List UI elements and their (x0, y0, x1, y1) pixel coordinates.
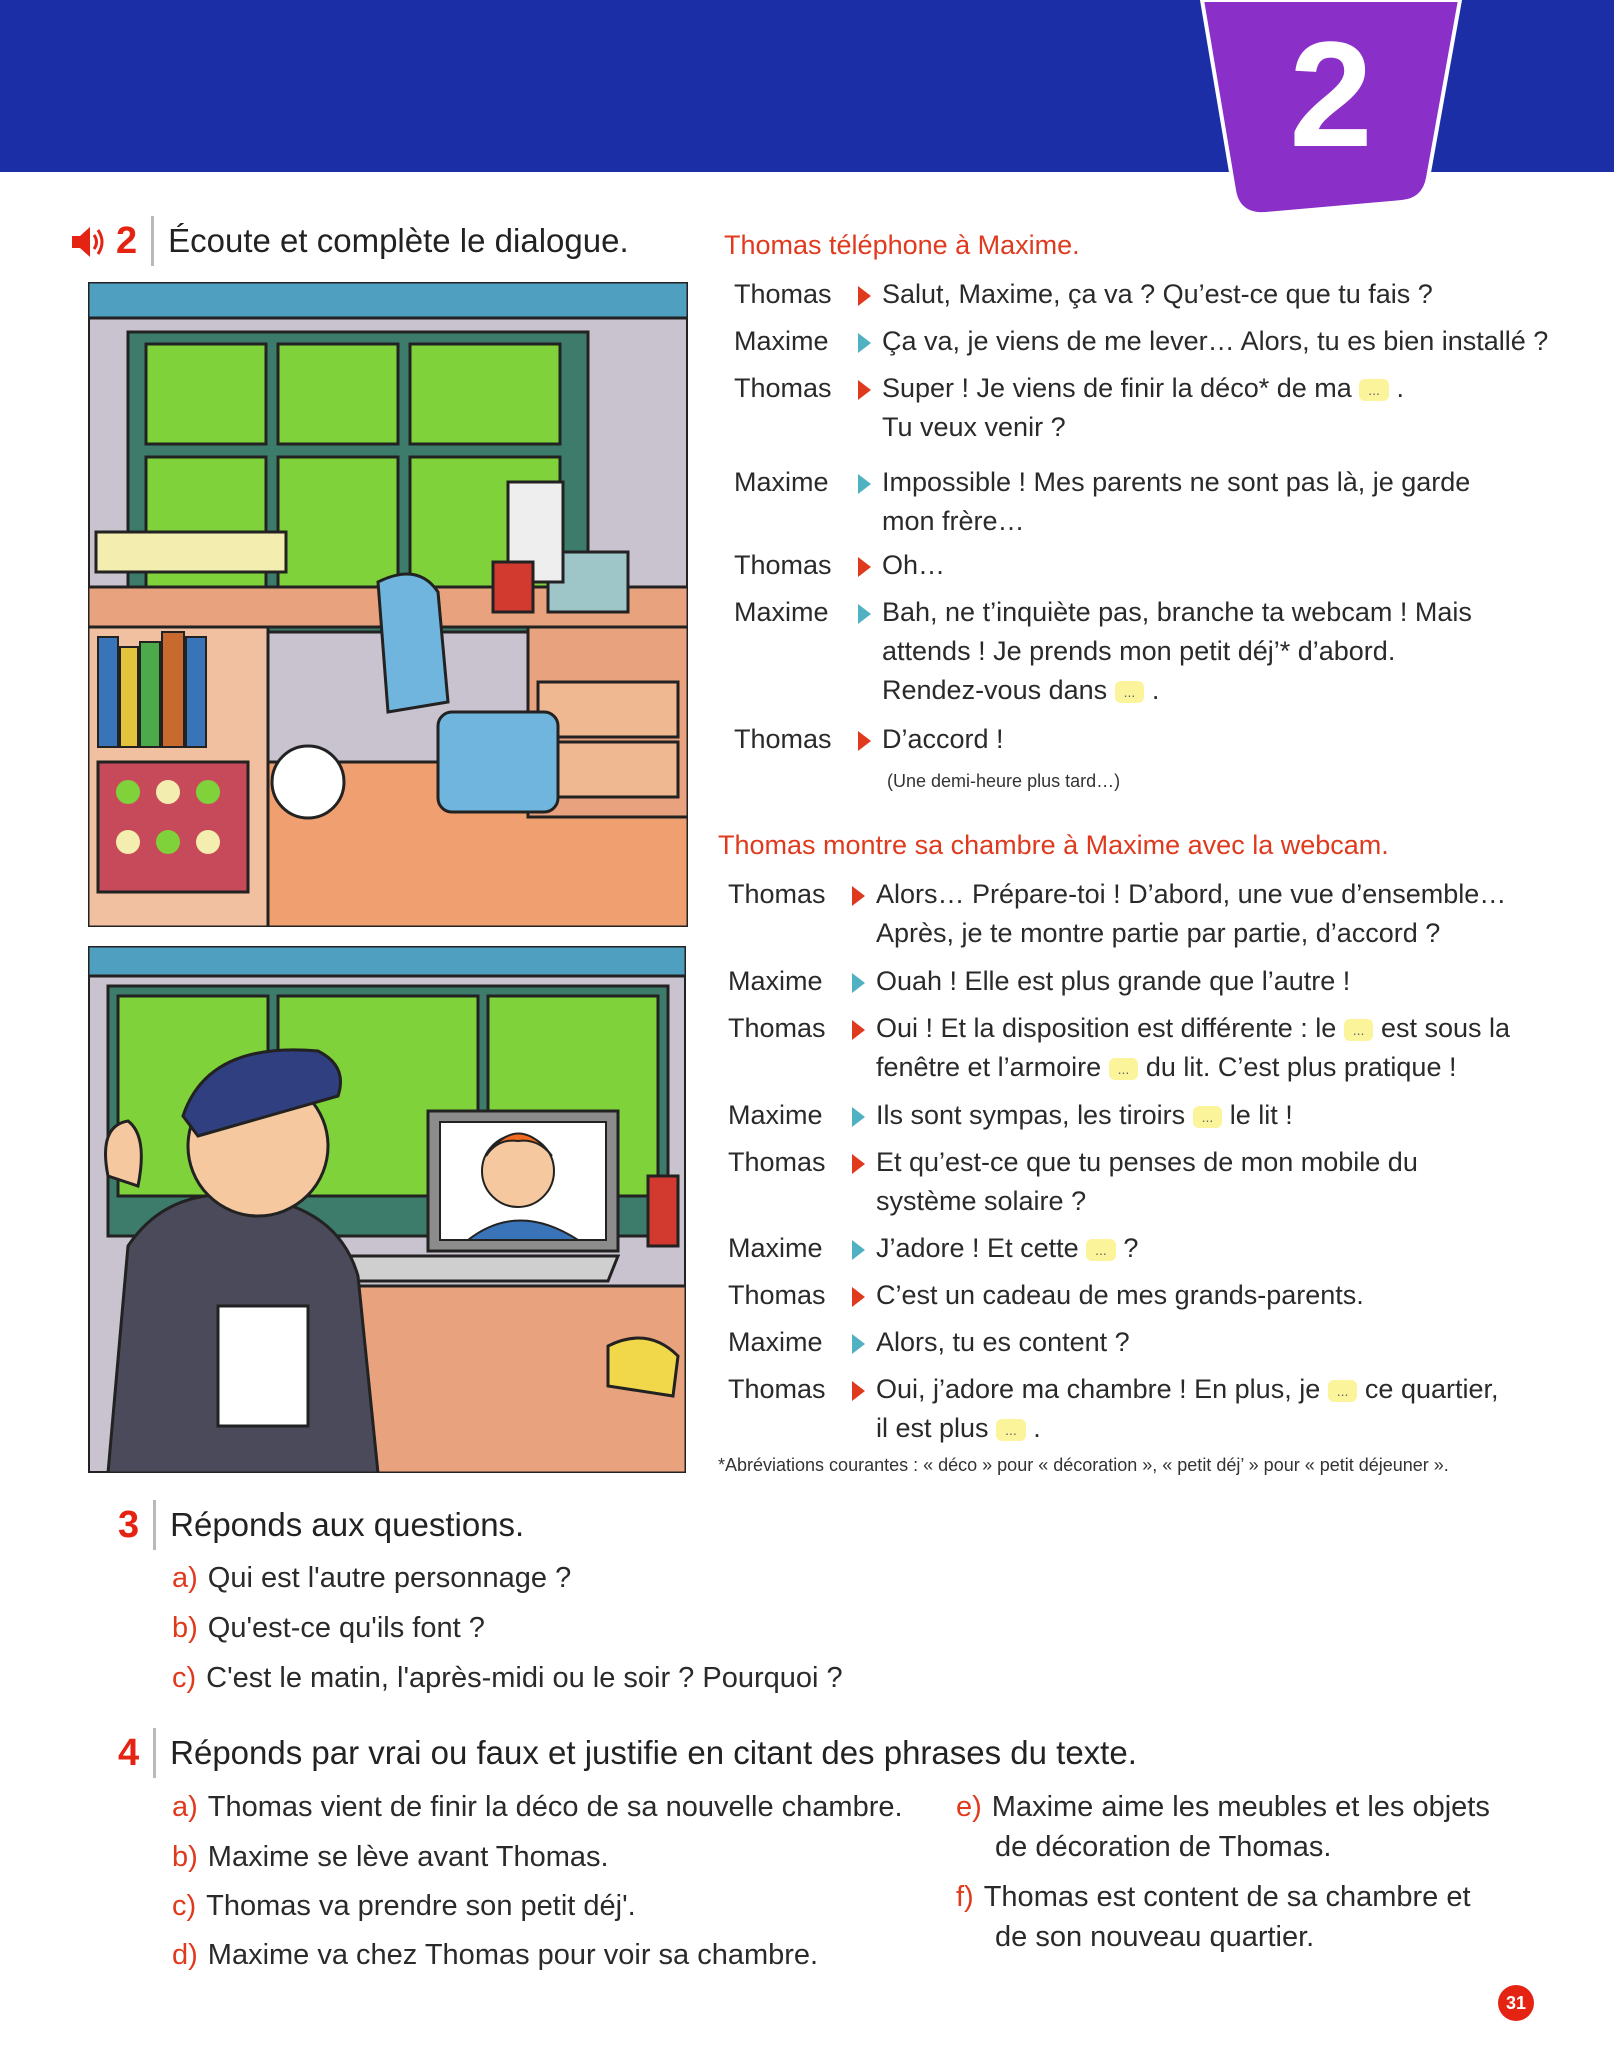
statement-item: e) Maxime aime les meubles et les objets de décoration de Thomas. (956, 1791, 1490, 1863)
speaker-name: Thomas (734, 724, 832, 754)
dialogue-line (734, 720, 1004, 759)
dialogue-line (734, 593, 1472, 710)
dialogue-text: Et qu’est-ce que tu penses de mon mobile du système solaire ? (876, 1147, 1418, 1216)
maxime-arrow-icon (852, 1096, 876, 1135)
dialogue-text: Ils sont sympas, les tiroirs ... le lit ! (876, 1100, 1293, 1130)
dialogue-line (734, 463, 1470, 541)
dialogue-line (728, 1370, 1499, 1448)
dialogue-line (734, 369, 1404, 447)
dialogue-line (728, 1323, 1130, 1362)
blank-to-fill[interactable]: ... (1193, 1106, 1223, 1128)
dialogue-text: Salut, Maxime, ça va ? Qu’est-ce que tu fais ? (882, 279, 1433, 309)
thomas-arrow-icon (852, 1276, 876, 1315)
statement-item: d) Maxime va chez Thomas pour voir sa chambre. (172, 1939, 819, 1971)
dialogue-text: Ouah ! Elle est plus grande que l’autre ! (876, 966, 1351, 996)
speaker-name: Thomas (728, 879, 826, 909)
dialogue-text: Oui ! Et la disposition est différente : le ... est sous la fenêtre et l’armoire ... du lit. C’est plus pratique ! (876, 1013, 1511, 1082)
exercise4-header (118, 1728, 1137, 1778)
dialogue-line (734, 275, 1433, 314)
webcam-illustration (88, 946, 686, 1473)
divider (153, 1500, 156, 1550)
scene1-title: Thomas téléphone à Maxime. (724, 230, 1080, 260)
blank-to-fill[interactable]: ... (1359, 379, 1389, 401)
blank-to-fill[interactable]: ... (1328, 1380, 1358, 1402)
dialogue-text: Alors… Prépare-toi ! D’abord, une vue d’ensemble… Après, je te montre partie par partie, d’accord ? (876, 879, 1507, 948)
divider (153, 1728, 156, 1778)
exercise3-number: 3 (118, 1503, 140, 1546)
statement-item: b) Maxime se lève avant Thomas. (172, 1841, 609, 1873)
thomas-arrow-icon (858, 546, 882, 585)
unit-number: 2 (1289, 10, 1373, 178)
dialogue-text: Oh… (882, 550, 946, 580)
exercise4-number: 4 (118, 1731, 140, 1774)
dialogue-text: Oui, j’adore ma chambre ! En plus, je ... ce quartier, il est plus ... . (876, 1374, 1499, 1443)
thomas-arrow-icon (852, 1143, 876, 1221)
speaker-name: Thomas (734, 550, 832, 580)
maxime-arrow-icon (852, 962, 876, 1001)
maxime-arrow-icon (858, 463, 882, 541)
speaker-name: Maxime (728, 1233, 823, 1263)
dialogue-text: Bah, ne t’inquiète pas, branche ta webcam ! Mais attends ! Je prends mon petit déj’* d’abord. Rendez-vous dans ... . (882, 597, 1472, 705)
speaker-name: Maxime (734, 597, 829, 627)
dialogue-text: C’est un cadeau de mes grands-parents. (876, 1280, 1364, 1310)
speaker-name: Maxime (728, 1327, 823, 1357)
speaker-name: Thomas (734, 373, 832, 403)
thomas-arrow-icon (852, 1370, 876, 1448)
exercise2-title: Écoute et complète le dialogue. (168, 222, 629, 259)
scene2-title: Thomas montre sa chambre à Maxime avec la webcam. (718, 830, 1389, 860)
speaker-name: Maxime (734, 467, 829, 497)
footnote: *Abréviations courantes : « déco » pour « décoration », « petit déj’ » pour « petit déjeuner ». (718, 1455, 1449, 1475)
thomas-arrow-icon (852, 875, 876, 953)
maxime-arrow-icon (858, 322, 882, 361)
exercise2-number: 2 (116, 219, 138, 262)
blank-to-fill[interactable]: ... (1109, 1058, 1139, 1080)
speaker-name: Thomas (734, 279, 832, 309)
page-number: 31 (1498, 1985, 1534, 2021)
dialogue-line (734, 546, 945, 585)
maxime-arrow-icon (852, 1229, 876, 1268)
dialogue-line (728, 1096, 1293, 1135)
statement-item: a) Thomas vient de finir la déco de sa nouvelle chambre. (172, 1791, 903, 1823)
speaker-name: Thomas (728, 1013, 826, 1043)
exercise2-header (116, 216, 629, 266)
exercise3-header (118, 1500, 524, 1550)
question-item: a) Qui est l'autre personnage ? (172, 1562, 572, 1594)
thomas-arrow-icon (858, 720, 882, 759)
thomas-arrow-icon (858, 275, 882, 314)
dialogue-line (728, 962, 1350, 1001)
exercise3-title: Réponds aux questions. (170, 1506, 525, 1543)
dialogue-line (728, 875, 1506, 953)
blank-to-fill[interactable]: ... (1344, 1019, 1374, 1041)
speaker-name: Thomas (728, 1280, 826, 1310)
dialogue-text: Alors, tu es content ? (876, 1327, 1130, 1357)
statement-item: c) Thomas va prendre son petit déj'. (172, 1890, 636, 1922)
blank-to-fill[interactable]: ... (1115, 681, 1145, 703)
exercise4-title: Réponds par vrai ou faux et justifie en citant des phrases du texte. (170, 1734, 1137, 1771)
bedroom-desk-illustration (88, 282, 688, 927)
thomas-arrow-icon (858, 369, 882, 447)
dialogue-line (728, 1229, 1138, 1268)
dialogue-text: Super ! Je viens de finir la déco* de ma ... . Tu veux venir ? (882, 373, 1404, 442)
dialogue-line (728, 1143, 1418, 1221)
question-item: b) Qu'est-ce qu'ils font ? (172, 1612, 485, 1644)
speaker-icon[interactable] (70, 224, 104, 258)
dialogue-line (728, 1009, 1510, 1087)
speaker-name: Thomas (728, 1147, 826, 1177)
blank-to-fill[interactable]: ... (996, 1419, 1026, 1441)
dialogue-text: Ça va, je viens de me lever… Alors, tu es bien installé ? (882, 326, 1549, 356)
statement-item: f) Thomas est content de sa chambre et de son nouveau quartier. (956, 1881, 1471, 1953)
speaker-name: Maxime (728, 966, 823, 996)
speaker-name: Thomas (728, 1374, 826, 1404)
dialogue-line (734, 322, 1548, 361)
maxime-arrow-icon (852, 1323, 876, 1362)
later-note: (Une demi-heure plus tard…) (887, 771, 1121, 791)
thomas-arrow-icon (852, 1009, 876, 1087)
dialogue-line (728, 1276, 1364, 1315)
unit-tab (1196, 0, 1466, 216)
speaker-name: Maxime (728, 1100, 823, 1130)
blank-to-fill[interactable]: ... (1086, 1239, 1116, 1261)
maxime-arrow-icon (858, 593, 882, 710)
dialogue-text: Impossible ! Mes parents ne sont pas là, je garde mon frère… (882, 467, 1471, 536)
dialogue-text: D’accord ! (882, 724, 1004, 754)
divider (151, 216, 154, 266)
speaker-name: Maxime (734, 326, 829, 356)
question-item: c) C'est le matin, l'après-midi ou le soir ? Pourquoi ? (172, 1662, 843, 1694)
dialogue-text: J’adore ! Et cette ... ? (876, 1233, 1139, 1263)
